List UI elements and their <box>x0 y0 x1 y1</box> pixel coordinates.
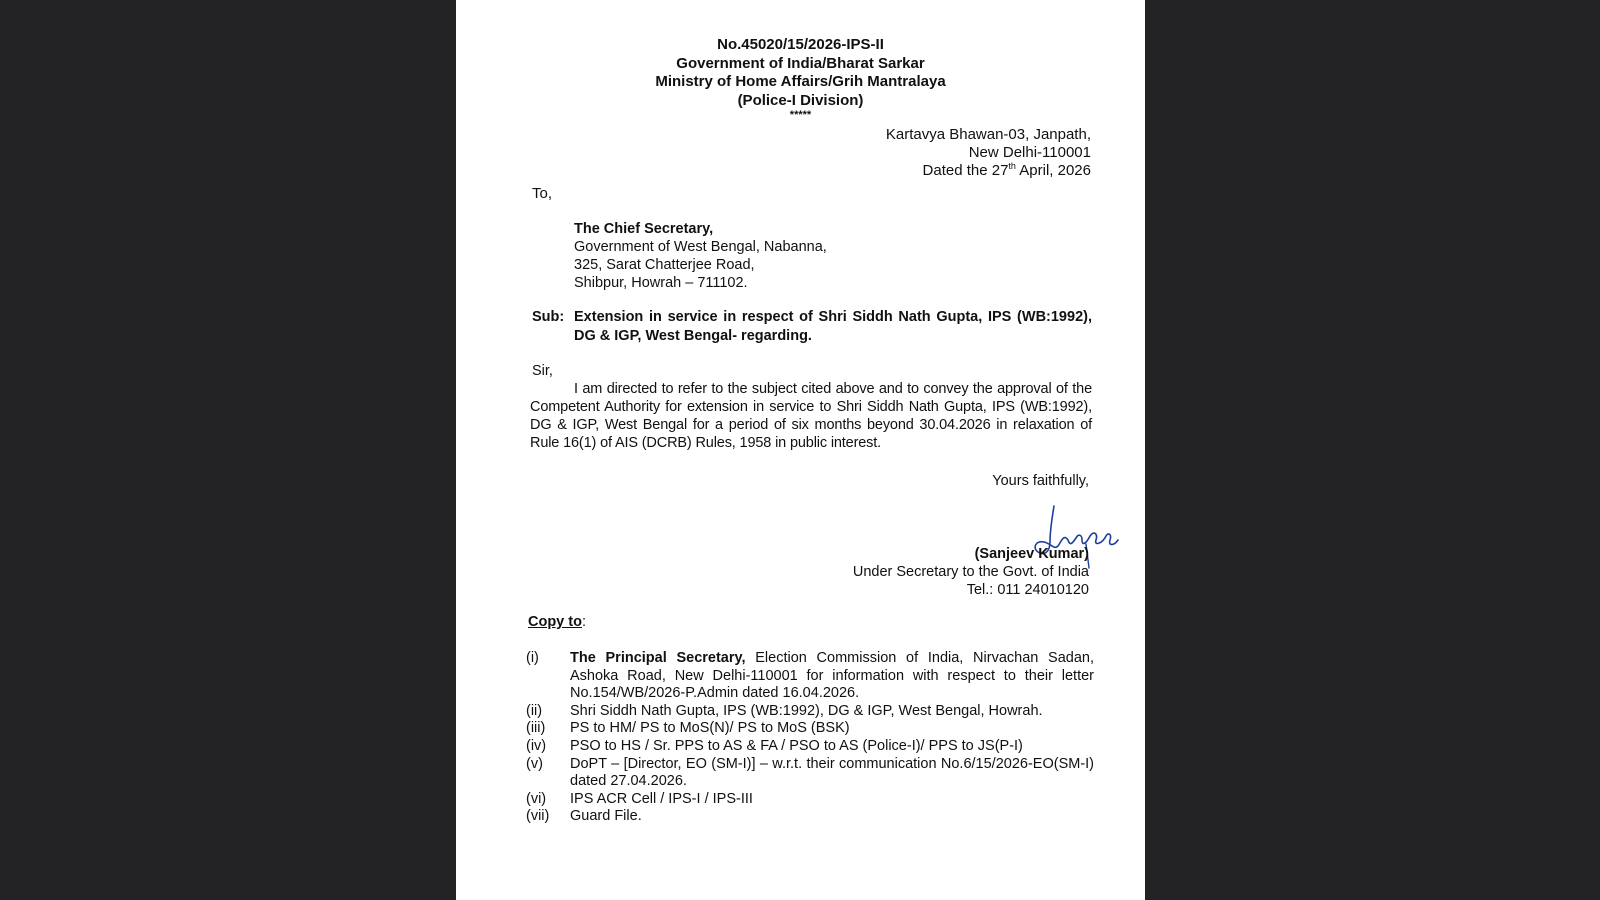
list-item-number: (i) <box>526 650 539 666</box>
list-item <box>526 756 1094 791</box>
list-item <box>526 808 1094 826</box>
government-name: Government of India/Bharat Sarkar <box>676 54 925 72</box>
file-number: No.45020/15/2026-IPS-II <box>717 36 884 53</box>
list-item-text: PS to HM/ PS to MoS(N)/ PS to MoS (BSK) <box>570 720 850 737</box>
signatory-phone: Tel.: 011 24010120 <box>966 582 1089 598</box>
ministry-name: Ministry of Home Affairs/Grih Mantralaya <box>655 73 946 90</box>
header-stars: ***** <box>789 109 812 121</box>
subject-label: Sub: <box>532 309 565 325</box>
date-rest: April, 2026 <box>1015 162 1091 179</box>
copy-to-label: Copy to <box>528 614 582 630</box>
letter-date <box>886 162 1091 180</box>
list-item <box>526 738 1094 756</box>
recipient-title: The Chief Secretary, <box>574 221 714 237</box>
closing: Yours faithfully, <box>992 473 1089 489</box>
list-item <box>526 703 1094 721</box>
list-item-bold: The Principal Secretary, <box>570 650 746 666</box>
list-item <box>526 791 1094 809</box>
sender-address-line2: New Delhi-110001 <box>968 144 1091 161</box>
sender-address-line1: Kartavya Bhawan-03, Janpath, <box>885 126 1091 143</box>
copy-to-colon: : <box>581 614 586 630</box>
signatory-designation: Under Secretary to the Govt. of India <box>852 564 1089 580</box>
date-prefix: Dated the 27 <box>922 162 1009 179</box>
list-item-number: (vii) <box>526 808 550 825</box>
recipient-line1: Government of West Bengal, Nabanna, <box>574 239 827 255</box>
list-item-text <box>570 650 1094 703</box>
list-item-number: (iii) <box>526 720 546 737</box>
document-page <box>456 0 1145 900</box>
list-item-number: (vi) <box>526 790 547 807</box>
salutation: Sir, <box>532 363 553 379</box>
copy-to-heading <box>528 613 586 631</box>
list-item-number: (v) <box>526 755 543 772</box>
list-item-number: (iv) <box>526 737 547 754</box>
list-item-body: Election Commission of India, Nirvachan Sadan, Ashoka Road, New Delhi-110001 for information with respect to their letter No.154/WB/2026-P.Admin dated 16.04.2026. <box>570 650 1094 702</box>
recipient-block <box>574 220 827 292</box>
sender-address <box>886 126 1091 180</box>
recipient-line2: 325, Sarat Chatterjee Road, <box>574 257 755 273</box>
signature-block <box>853 545 1089 599</box>
list-item-text: PSO to HS / Sr. PPS to AS & FA / PSO to AS (Police-I)/ PPS to JS(P-I) <box>570 737 1023 754</box>
to-label: To, <box>532 185 553 202</box>
division-name: (Police-I Division) <box>737 91 864 109</box>
subject-block <box>532 308 1092 345</box>
list-item-text: Shri Siddh Nath Gupta, IPS (WB:1992), DG & IGP, West Bengal, Howrah. <box>570 702 1043 719</box>
list-item-number: (ii) <box>526 702 543 719</box>
subject-text: Extension in service in respect of Shri Siddh Nath Gupta, IPS (WB:1992), DG & IGP, West Bengal- regarding. <box>574 309 1092 344</box>
list-item-text: DoPT – [Director, EO (SM-I)] – w.r.t. their communication No.6/15/2026-EO(SM-I) dated 27.04.2026. <box>570 755 1094 790</box>
letter-header <box>456 36 1145 120</box>
list-item <box>526 650 1094 703</box>
list-item-text: IPS ACR Cell / IPS-I / IPS-III <box>570 790 753 807</box>
date-superscript: th <box>1008 161 1016 171</box>
recipient-line3: Shibpur, Howrah – 711102. <box>574 275 748 291</box>
body-paragraph: I am directed to refer to the subject cited above and to convey the approval of the Competent Authority for extension in service to Shri Siddh Nath Gupta, IPS (WB:1992), DG & IGP, West Bengal for a period of six months beyond 30.04.2026 in relaxation of Rule 16(1) of AIS (DCRB) Rules, 1958 in public interest. <box>530 381 1092 451</box>
copy-to-list <box>526 650 1094 826</box>
list-item <box>526 720 1094 738</box>
list-item-text: Guard File. <box>570 808 642 825</box>
signatory-name: (Sanjeev Kumar) <box>974 546 1089 562</box>
